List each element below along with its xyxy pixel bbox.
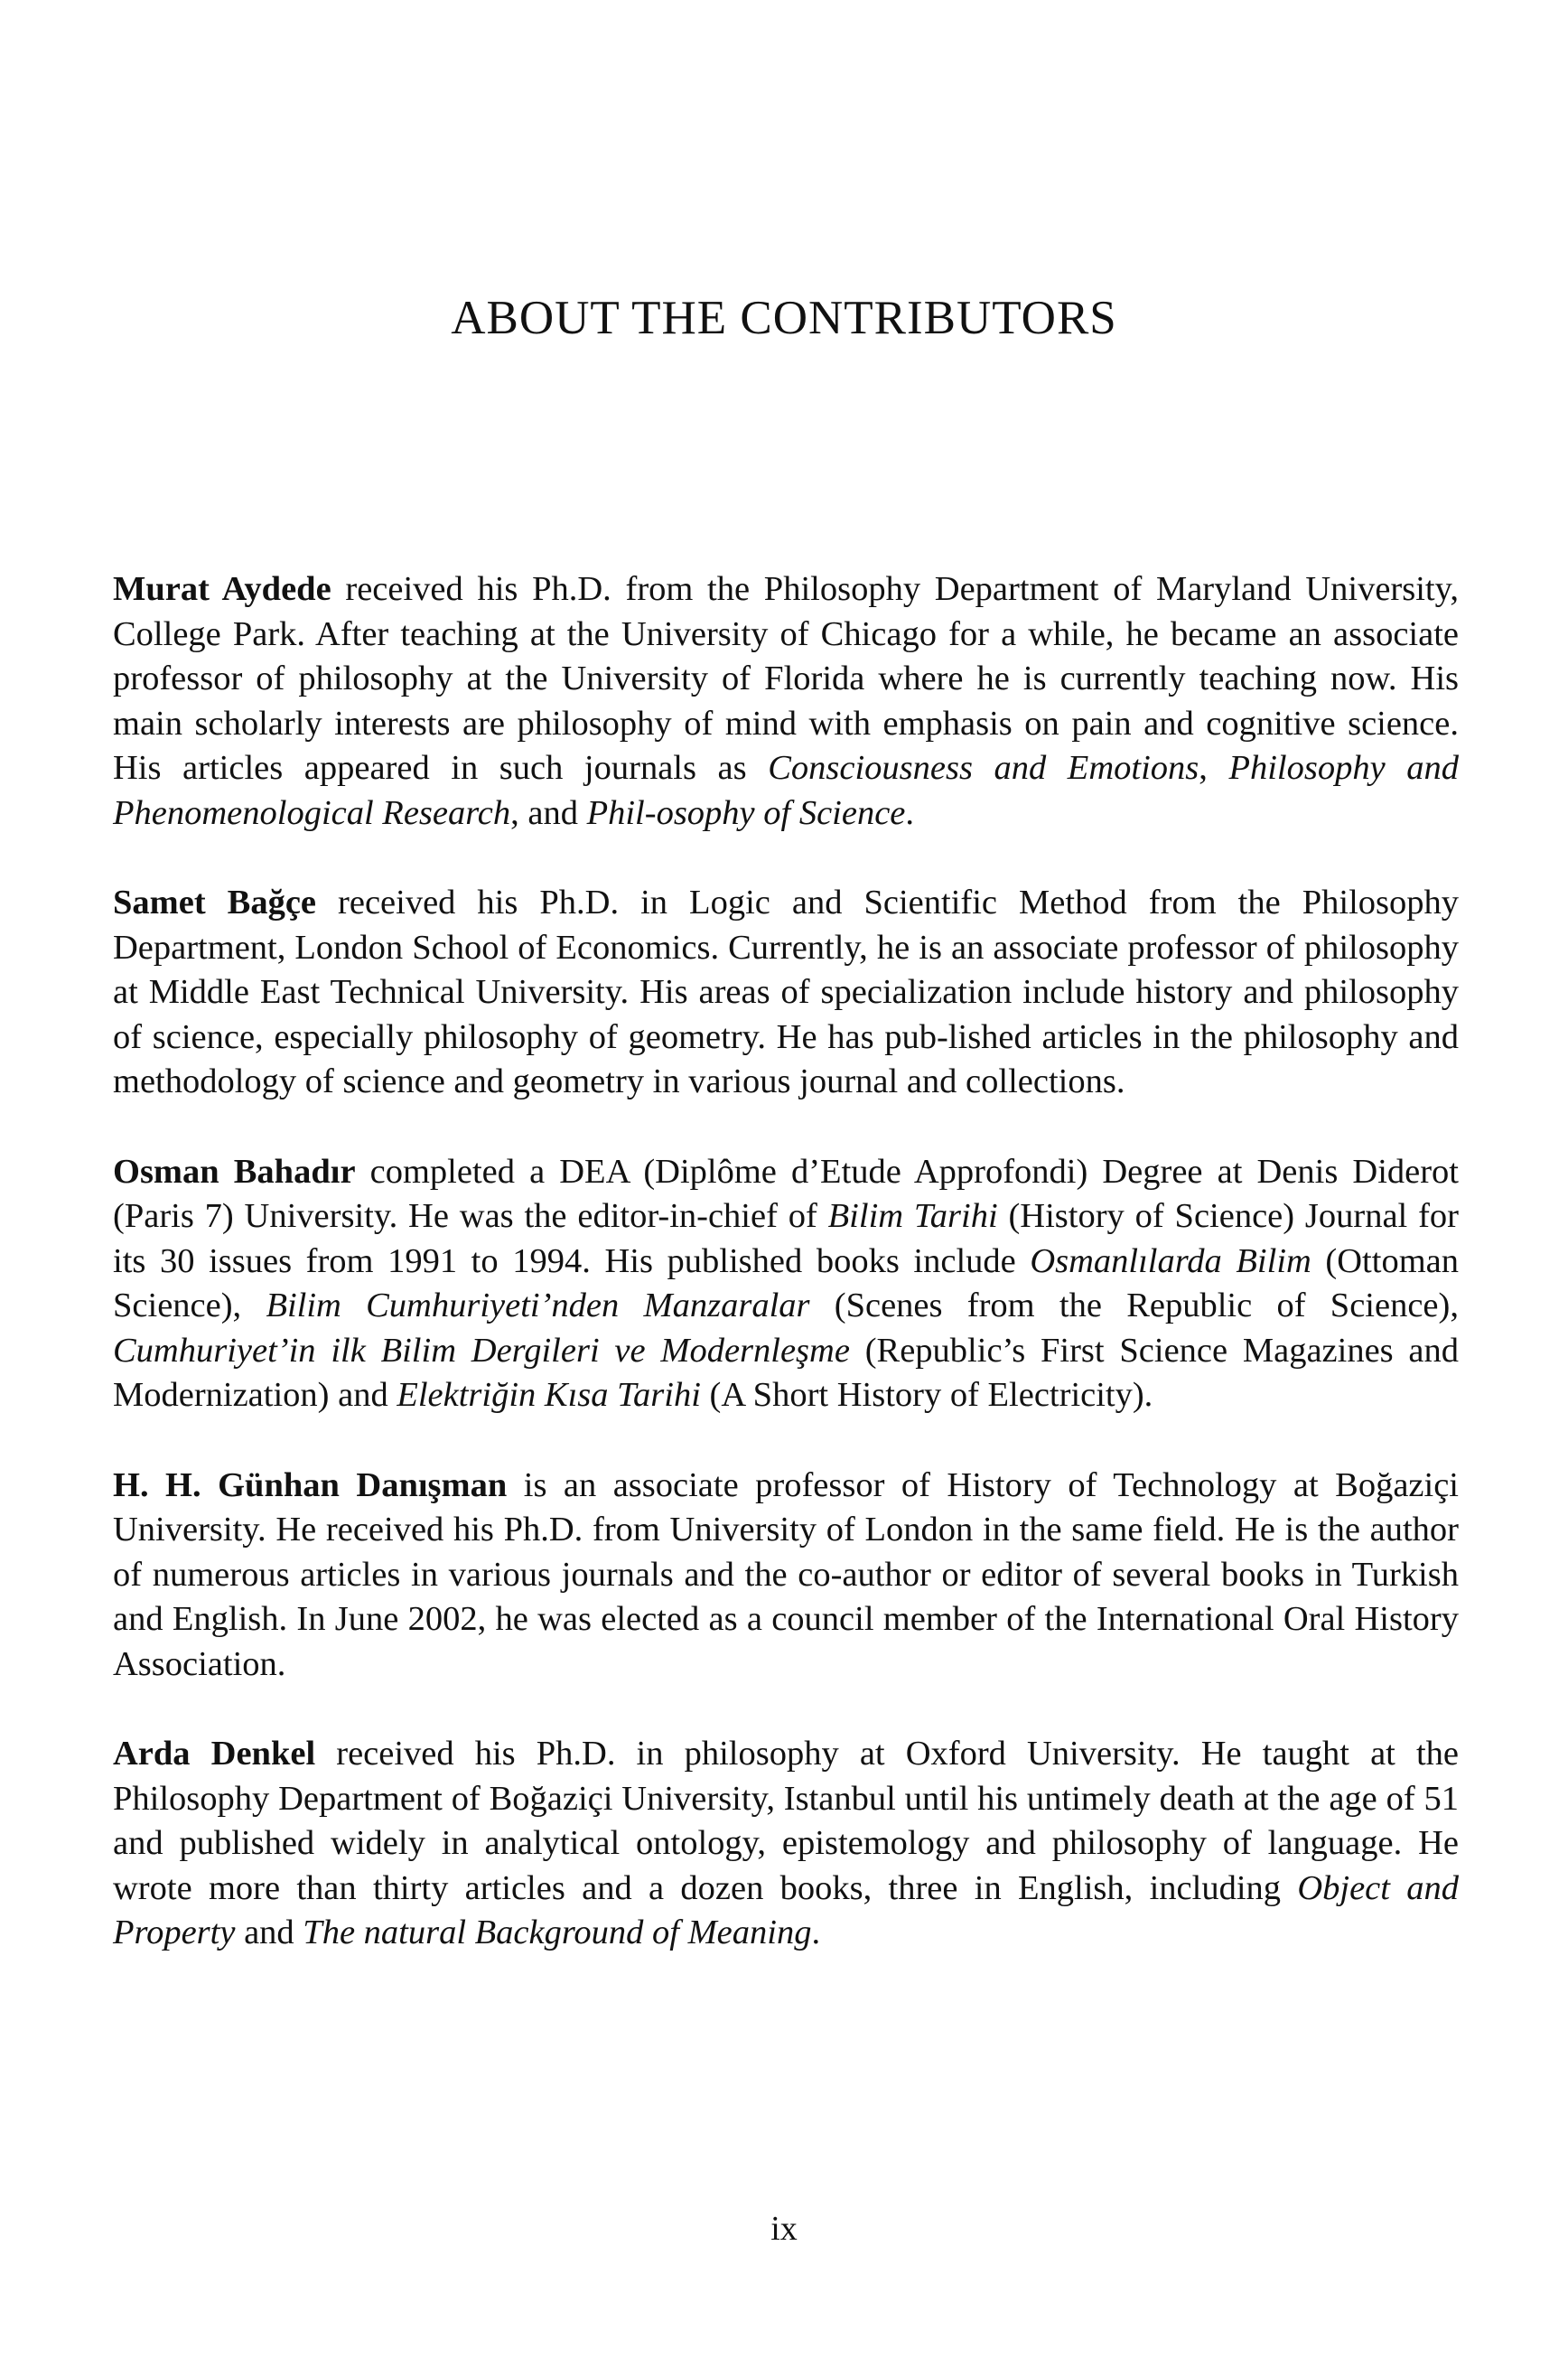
contributor-entry — [113, 567, 1459, 836]
book-title: The natural Background of Meaning — [303, 1914, 812, 1951]
contributor-entry — [113, 1732, 1459, 1956]
contributor-name: Osman Bahadır — [113, 1152, 356, 1191]
book-title: Elektriğin Kısa Tarihi — [397, 1376, 701, 1414]
journal-title: Consciousness and Emotions — [768, 749, 1199, 787]
bio-text: received his Ph.D. in Logic and Scientific Method from the Philosophy Department, London School of Economics. Currently, he is an associate professor of philosophy at Middle East Technical University. His areas of specialization include history and philosophy of science, especially philosophy of geometry. He has pub-lished articles in the philosophy and methodology of science and geometry in various journal and collections. — [113, 884, 1459, 1100]
journal-title: Phil-osophy of Science — [586, 793, 906, 832]
contributor-entry — [113, 1150, 1459, 1418]
bio-text: (Ottoman Science), — [113, 1241, 1459, 1324]
bio-text: . — [905, 793, 915, 832]
bio-text: and — [235, 1914, 303, 1951]
book-title: Bilim Cumhuriyeti’nden Manzaralar — [266, 1287, 810, 1324]
contributors-list — [113, 567, 1459, 2001]
book-title: Osmanlılarda Bilim — [1030, 1241, 1311, 1280]
bio-text: received his Ph.D. from the Philosophy Department of Maryland University, College Park. After teaching at the University of Chicago for a while, he became an associate professor of philosophy at the University of Florida where he is currently teaching now. His main scholarly interests are philosophy of mind with emphasis on pain and cognitive science. His articles appeared in such journals as — [113, 570, 1459, 787]
contributor-entry — [113, 1464, 1459, 1688]
bio-text: (Scenes from the Republic of Science), — [809, 1287, 1459, 1324]
contributor-name: Murat Aydede — [113, 570, 331, 608]
book-title: Object and Property — [113, 1868, 1460, 1951]
contributor-name: Arda Denkel — [113, 1735, 316, 1773]
page-number: ix — [770, 2210, 798, 2248]
book-title: Cumhuriyet’in ilk Bilim Dergileri ve Modernleşme — [113, 1331, 850, 1370]
bio-text: (History of Science) Journal for its 30 issues from 1991 to 1994. His published books include — [113, 1197, 1459, 1280]
bio-text: completed a DEA (Diplôme d’Etude Approfondi) Degree at Denis Diderot (Paris 7) University. He was the editor-in-chief of — [113, 1152, 1459, 1235]
bio-text: (A Short History of Electricity). — [700, 1376, 1153, 1414]
contributor-name: H. H. Günhan Danışman — [113, 1465, 508, 1504]
journal-title: Philosophy and Phenomenological Research — [113, 749, 1460, 832]
contributor-entry — [113, 881, 1459, 1105]
book-title: Bilim Tarihi — [827, 1197, 998, 1235]
bio-text: , and — [510, 793, 587, 832]
bio-text: , — [1199, 749, 1229, 787]
bio-text: . — [811, 1914, 821, 1951]
page-title: ABOUT THE CONTRIBUTORS — [451, 292, 1117, 344]
contributor-name: Samet Bağçe — [113, 884, 317, 922]
bio-text: (Republic’s First Science Magazines and Modernization) and — [113, 1331, 1460, 1414]
bio-text: is an associate professor of History of Technology at Boğaziçi University. He received his Ph.D. from University of London in the same field. He is the author of numerous articles in various journals and the co-author or editor of several books in Turkish and English. In June 2002, he was elected as a council member of the International Oral History Association. — [113, 1465, 1459, 1683]
bio-text: received his Ph.D. in philosophy at Oxford University. He taught at the Philosophy Department of Boğaziçi University, Istanbul until his untimely death at the age of 51 and published widely in analytical ontology, epistemology and philosophy of language. He wrote more than thirty articles and a dozen books, three in English, including — [113, 1735, 1459, 1907]
